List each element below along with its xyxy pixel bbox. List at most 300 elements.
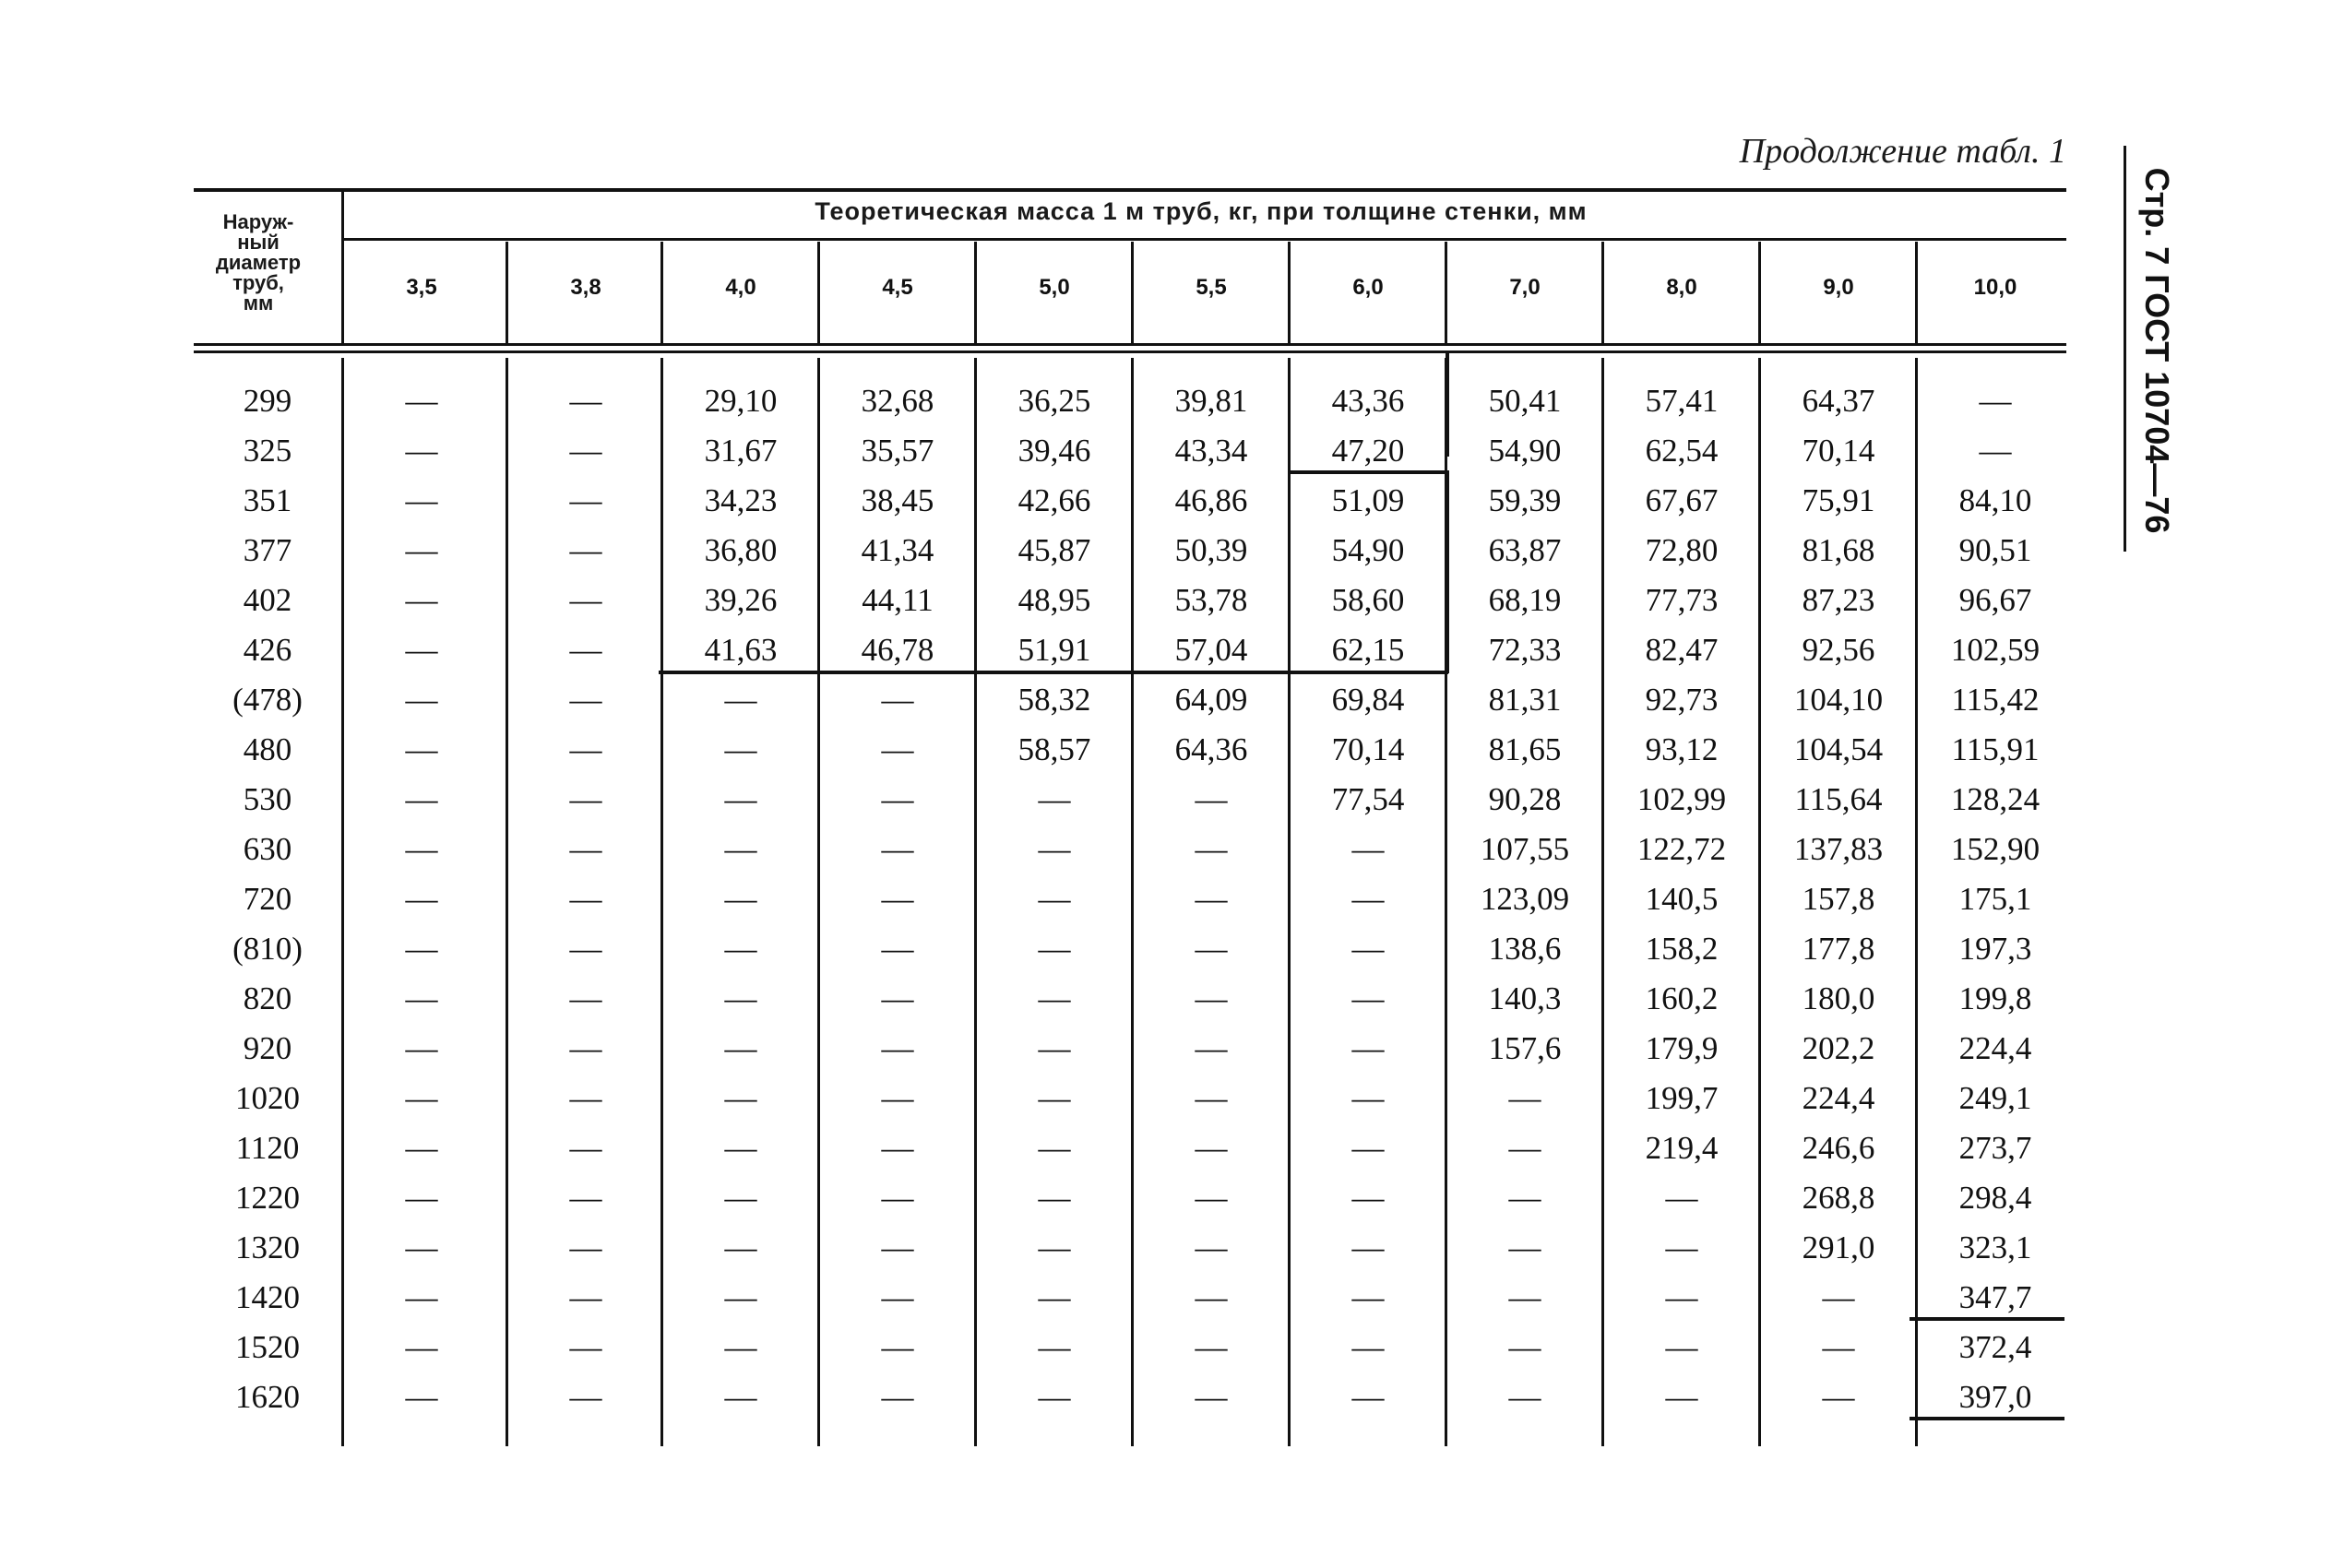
- mass-cell: 57,04: [1174, 632, 1248, 668]
- mass-cell: —: [1195, 1329, 1228, 1365]
- mass-cell: —: [569, 731, 602, 767]
- header-column-divider: [506, 242, 508, 343]
- header-column-divider: [1445, 242, 1447, 343]
- mass-cell: —: [1351, 1180, 1385, 1216]
- mass-cell: —: [881, 1329, 914, 1365]
- mass-cell: 224,4: [1802, 1080, 1875, 1116]
- mass-cell: —: [569, 881, 602, 917]
- mass-cell: 77,73: [1645, 582, 1719, 618]
- mass-cell: —: [1508, 1080, 1541, 1116]
- mass-cell: —: [724, 881, 757, 917]
- mass-cell: —: [881, 881, 914, 917]
- table-row: [0, 1323, 2332, 1372]
- mass-cell: —: [1665, 1379, 1698, 1415]
- mass-cell: 291,0: [1802, 1229, 1875, 1265]
- header-column-divider: [1288, 242, 1291, 343]
- mass-cell: —: [405, 731, 438, 767]
- mass-cell: 93,12: [1645, 731, 1719, 767]
- mass-cell: —: [569, 980, 602, 1016]
- mass-cell: 104,54: [1793, 731, 1884, 767]
- mass-cell: —: [1038, 1329, 1071, 1365]
- mass-cell: —: [1038, 831, 1071, 867]
- mass-cell: 35,57: [861, 433, 934, 469]
- mass-cell: 57,41: [1645, 383, 1719, 419]
- diameter-cell: 1320: [235, 1229, 300, 1265]
- mass-cell: —: [881, 1279, 914, 1315]
- mass-cell: —: [1665, 1229, 1698, 1265]
- mass-cell: —: [405, 1379, 438, 1415]
- diameter-cell: 720: [243, 881, 292, 917]
- mass-cell: —: [1195, 881, 1228, 917]
- thickness-header: 3,5: [406, 275, 437, 300]
- header-column-divider: [1758, 242, 1761, 343]
- mass-cell: —: [1508, 1180, 1541, 1216]
- mass-cell: —: [405, 831, 438, 867]
- table-row: [0, 576, 2332, 625]
- diameter-cell: (810): [232, 931, 303, 967]
- mass-cell: —: [405, 1080, 438, 1116]
- mass-cell: 180,0: [1802, 980, 1875, 1016]
- mass-cell: 128,24: [1950, 781, 2040, 817]
- mass-cell: 102,99: [1636, 781, 1727, 817]
- mass-cell: 90,28: [1488, 781, 1562, 817]
- mass-cell: —: [1822, 1279, 1855, 1315]
- mass-cell: 372,4: [1958, 1329, 2032, 1365]
- mass-cell: 68,19: [1488, 582, 1562, 618]
- mass-cell: —: [1195, 1030, 1228, 1066]
- table-row: [0, 1074, 2332, 1123]
- mass-cell: 46,78: [861, 632, 934, 668]
- mass-cell: —: [569, 781, 602, 817]
- mass-cell: —: [1195, 781, 1228, 817]
- mass-cell: —: [405, 383, 438, 419]
- mass-cell: 224,4: [1958, 1030, 2032, 1066]
- mass-cell: —: [405, 980, 438, 1016]
- mass-cell: —: [1038, 1030, 1071, 1066]
- mass-cell: —: [1038, 931, 1071, 967]
- mass-cell: 115,64: [1794, 781, 1883, 817]
- mass-cell: —: [1038, 781, 1071, 817]
- table-row: [0, 874, 2332, 924]
- mass-cell: —: [405, 1229, 438, 1265]
- table-continuation-caption: Продолжение табл. 1: [1739, 132, 2066, 171]
- mass-cell: —: [881, 781, 914, 817]
- mass-cell: —: [1038, 1279, 1071, 1315]
- mass-cell: —: [405, 582, 438, 618]
- mass-cell: —: [724, 1379, 757, 1415]
- mass-cell: 197,3: [1958, 931, 2032, 967]
- mass-cell: —: [1351, 1329, 1385, 1365]
- mass-cell: 47,20: [1331, 433, 1405, 469]
- mass-cell: —: [724, 831, 757, 867]
- mass-cell: —: [569, 1329, 602, 1365]
- thickness-header: 5,0: [1039, 275, 1070, 300]
- mass-cell: 50,41: [1488, 383, 1562, 419]
- header-column-divider: [660, 242, 663, 343]
- mass-cell: 82,47: [1645, 632, 1719, 668]
- diameter-cell: 377: [243, 532, 292, 568]
- mass-cell: 64,36: [1174, 731, 1248, 767]
- header-column-divider: [1131, 242, 1134, 343]
- mass-cell: 46,86: [1174, 482, 1248, 518]
- mass-cell: —: [1508, 1329, 1541, 1365]
- diameter-cell: 1620: [235, 1379, 300, 1415]
- mass-cell: 62,15: [1331, 632, 1405, 668]
- mass-cell: 123,09: [1480, 881, 1570, 917]
- mass-cell: —: [1038, 1180, 1071, 1216]
- mass-cell: 53,78: [1174, 582, 1248, 618]
- diameter-cell: 1420: [235, 1279, 300, 1315]
- mass-cell: 157,6: [1488, 1030, 1562, 1066]
- mass-cell: 29,10: [704, 383, 778, 419]
- diameter-cell: 1020: [235, 1080, 300, 1116]
- table-row: [0, 1372, 2332, 1422]
- boxed-region-rule: [659, 671, 1448, 674]
- mass-cell: —: [405, 632, 438, 668]
- mass-cell: —: [1351, 1229, 1385, 1265]
- mass-cell: 58,32: [1017, 682, 1091, 718]
- mass-cell: 43,36: [1331, 383, 1405, 419]
- mass-cell: —: [1351, 1030, 1385, 1066]
- mass-cell: 81,68: [1802, 532, 1875, 568]
- thickness-header: 3,8: [570, 275, 601, 300]
- mass-cell: —: [569, 532, 602, 568]
- table-row: [0, 426, 2332, 476]
- mass-cell: —: [881, 1130, 914, 1166]
- boxed-region-rule: [1288, 470, 1448, 474]
- mass-cell: —: [1351, 1080, 1385, 1116]
- mass-cell: —: [569, 1379, 602, 1415]
- mass-cell: 36,25: [1017, 383, 1091, 419]
- mass-cell: 72,33: [1488, 632, 1562, 668]
- table-row: [0, 1123, 2332, 1173]
- mass-cell: —: [724, 1030, 757, 1066]
- table-row: [0, 625, 2332, 675]
- mass-cell: —: [881, 1080, 914, 1116]
- mass-cell: —: [405, 1180, 438, 1216]
- mass-cell: —: [1351, 831, 1385, 867]
- mass-cell: 179,9: [1645, 1030, 1719, 1066]
- mass-cell: —: [405, 433, 438, 469]
- mass-cell: 323,1: [1958, 1229, 2032, 1265]
- mass-cell: —: [569, 383, 602, 419]
- mass-cell: —: [1195, 1080, 1228, 1116]
- mass-cell: —: [405, 482, 438, 518]
- mass-cell: 62,54: [1645, 433, 1719, 469]
- mass-cell: 44,11: [862, 582, 934, 618]
- mass-cell: 160,2: [1645, 980, 1719, 1016]
- diameter-cell: (478): [232, 682, 303, 718]
- mass-cell: —: [569, 1180, 602, 1216]
- mass-cell: 268,8: [1802, 1180, 1875, 1216]
- mass-cell: —: [1822, 1379, 1855, 1415]
- mass-cell: —: [569, 1030, 602, 1066]
- mass-cell: 51,91: [1017, 632, 1091, 668]
- mass-cell: —: [569, 1130, 602, 1166]
- mass-cell: —: [1195, 831, 1228, 867]
- mass-cell: 347,7: [1958, 1279, 2032, 1315]
- mass-cell: —: [1038, 1130, 1071, 1166]
- mass-cell: —: [1351, 1379, 1385, 1415]
- mass-cell: —: [881, 682, 914, 718]
- header-column-divider: [1601, 242, 1604, 343]
- mass-cell: 48,95: [1017, 582, 1091, 618]
- table-row: [0, 1273, 2332, 1323]
- mass-cell: —: [1351, 1279, 1385, 1315]
- header-column-divider: [341, 192, 344, 343]
- mass-cell: —: [1195, 1180, 1228, 1216]
- table-row: [0, 526, 2332, 576]
- page-number-standard: Стр. 7 ГОСТ 10704—76: [2138, 167, 2176, 534]
- mass-cell: —: [1508, 1229, 1541, 1265]
- mass-cell: 63,87: [1488, 532, 1562, 568]
- table-row: [0, 924, 2332, 974]
- diameter-cell: 1220: [235, 1180, 300, 1216]
- mass-cell: —: [405, 682, 438, 718]
- mass-cell: 36,80: [704, 532, 778, 568]
- mass-cell: 199,7: [1645, 1080, 1719, 1116]
- mass-cell: 34,23: [704, 482, 778, 518]
- mass-cell: —: [724, 980, 757, 1016]
- diameter-cell: 299: [243, 383, 292, 419]
- mass-cell: 122,72: [1636, 831, 1727, 867]
- mass-cell: —: [881, 1379, 914, 1415]
- mass-cell: 298,4: [1958, 1180, 2032, 1216]
- mass-cell: —: [881, 1229, 914, 1265]
- table-row: [0, 376, 2332, 426]
- mass-cell: —: [1979, 433, 2012, 469]
- mass-cell: 50,39: [1174, 532, 1248, 568]
- mass-cell: 69,84: [1331, 682, 1405, 718]
- mass-cell: 59,39: [1488, 482, 1562, 518]
- diameter-column-header: Наруж- ный диаметр труб, мм: [215, 210, 302, 315]
- mass-cell: —: [405, 1130, 438, 1166]
- mass-cell: —: [1351, 881, 1385, 917]
- diameter-cell: 630: [243, 831, 292, 867]
- mass-cell: —: [881, 1180, 914, 1216]
- mass-cell: 273,7: [1958, 1130, 2032, 1166]
- mass-cell: —: [724, 1279, 757, 1315]
- mass-cell: 138,6: [1488, 931, 1562, 967]
- mass-cell: —: [1038, 1080, 1071, 1116]
- table-row: [0, 775, 2332, 825]
- mass-cell: 175,1: [1958, 881, 2032, 917]
- mass-cell: —: [405, 931, 438, 967]
- mass-cell: 58,57: [1017, 731, 1091, 767]
- mass-cell: 41,34: [861, 532, 934, 568]
- diameter-cell: 351: [243, 482, 292, 518]
- header-bottom-rule: [194, 343, 2066, 346]
- thickness-header: 5,5: [1196, 275, 1227, 300]
- mass-cell: 81,65: [1488, 731, 1562, 767]
- diameter-cell: 820: [243, 980, 292, 1016]
- table-row: [0, 825, 2332, 874]
- mass-cell: 104,10: [1793, 682, 1884, 718]
- mass-cell: 140,3: [1488, 980, 1562, 1016]
- mass-cell: —: [1195, 1379, 1228, 1415]
- thickness-header: 7,0: [1509, 275, 1541, 300]
- mass-cell: 137,83: [1793, 831, 1884, 867]
- mass-cell: 102,59: [1950, 632, 2040, 668]
- table-row: [0, 1173, 2332, 1223]
- mass-cell: 39,46: [1017, 433, 1091, 469]
- diameter-cell: 920: [243, 1030, 292, 1066]
- boxed-region-rule: [1910, 1417, 2064, 1420]
- mass-cell: 202,2: [1802, 1030, 1875, 1066]
- table-row: [0, 675, 2332, 725]
- header-column-divider: [974, 242, 977, 343]
- diameter-cell: 1520: [235, 1329, 300, 1365]
- mass-cell: —: [881, 731, 914, 767]
- mass-cell: —: [1195, 980, 1228, 1016]
- mass-cell: 140,5: [1645, 881, 1719, 917]
- thickness-header: 4,0: [725, 275, 756, 300]
- mass-cell: 54,90: [1488, 433, 1562, 469]
- mass-cell: —: [1195, 931, 1228, 967]
- mass-cell: 246,6: [1802, 1130, 1875, 1166]
- mass-cell: —: [405, 1329, 438, 1365]
- mass-cell: 92,73: [1645, 682, 1719, 718]
- mass-cell: —: [569, 931, 602, 967]
- mass-cell: 64,37: [1802, 383, 1875, 419]
- mass-cell: —: [1038, 881, 1071, 917]
- mass-cell: —: [1665, 1180, 1698, 1216]
- mass-cell: 96,67: [1958, 582, 2032, 618]
- diameter-cell: 325: [243, 433, 292, 469]
- diameter-cell: 1120: [235, 1130, 300, 1166]
- mass-cell: —: [569, 632, 602, 668]
- thickness-header: 9,0: [1823, 275, 1854, 300]
- diameter-cell: 426: [243, 632, 292, 668]
- mass-cell: 58,60: [1331, 582, 1405, 618]
- mass-cell: 67,67: [1645, 482, 1719, 518]
- mass-cell: —: [1351, 1130, 1385, 1166]
- mass-cell: —: [405, 781, 438, 817]
- mass-cell: 81,31: [1488, 682, 1562, 718]
- mass-cell: 70,14: [1331, 731, 1405, 767]
- thickness-header: 6,0: [1352, 275, 1384, 300]
- mass-cell: —: [405, 881, 438, 917]
- table-row: [0, 476, 2332, 526]
- mass-cell: —: [1195, 1279, 1228, 1315]
- table-row: [0, 1223, 2332, 1273]
- mass-cell: 92,56: [1802, 632, 1875, 668]
- table-row: [0, 1024, 2332, 1074]
- mass-cell: 72,80: [1645, 532, 1719, 568]
- mass-cell: —: [569, 682, 602, 718]
- diameter-cell: 402: [243, 582, 292, 618]
- mass-cell: 90,51: [1958, 532, 2032, 568]
- mass-cell: —: [569, 831, 602, 867]
- mass-cell: —: [724, 1180, 757, 1216]
- mass-cell: 115,42: [1951, 682, 2040, 718]
- mass-cell: —: [1351, 931, 1385, 967]
- table-top-rule: [194, 188, 2066, 192]
- mass-cell: —: [1038, 1229, 1071, 1265]
- mass-cell: —: [569, 582, 602, 618]
- mass-cell: 158,2: [1645, 931, 1719, 967]
- mass-cell: 249,1: [1958, 1080, 2032, 1116]
- table-row: [0, 725, 2332, 775]
- mass-cell: —: [881, 831, 914, 867]
- mass-cell: 199,8: [1958, 980, 2032, 1016]
- header-bottom-rule-2: [194, 350, 2066, 353]
- mass-cell: 219,4: [1645, 1130, 1719, 1166]
- mass-cell: —: [1038, 1379, 1071, 1415]
- mass-cell: —: [569, 482, 602, 518]
- mass-cell: —: [1508, 1279, 1541, 1315]
- mass-cell: —: [724, 781, 757, 817]
- mass-cell: —: [569, 1279, 602, 1315]
- mass-cell: 84,10: [1958, 482, 2032, 518]
- mass-cell: —: [405, 1279, 438, 1315]
- mass-cell: —: [569, 1229, 602, 1265]
- mass-cell: —: [1195, 1229, 1228, 1265]
- mass-cell: 31,67: [704, 433, 778, 469]
- mass-cell: 157,8: [1802, 881, 1875, 917]
- boxed-region-rule: [1446, 353, 1449, 457]
- mass-cell: —: [405, 1030, 438, 1066]
- thickness-header: 8,0: [1666, 275, 1697, 300]
- mass-cell: —: [724, 1229, 757, 1265]
- thickness-header: 10,0: [1973, 275, 2017, 300]
- boxed-region-rule: [1446, 470, 1449, 673]
- mass-cell: —: [1822, 1329, 1855, 1365]
- header-column-divider: [817, 242, 820, 343]
- mass-cell: —: [1195, 1130, 1228, 1166]
- mass-cell: 39,26: [704, 582, 778, 618]
- mass-cell: 41,63: [704, 632, 778, 668]
- mass-cell: 115,91: [1951, 731, 2040, 767]
- mass-cell: —: [724, 1329, 757, 1365]
- thickness-header: 4,5: [882, 275, 913, 300]
- mass-cell: —: [881, 1030, 914, 1066]
- mass-cell: 64,09: [1174, 682, 1248, 718]
- mass-cell: —: [1508, 1379, 1541, 1415]
- mass-cell: —: [1979, 383, 2012, 419]
- mass-cell: —: [1351, 980, 1385, 1016]
- header-column-divider: [1915, 242, 1918, 343]
- mass-cell: 38,45: [861, 482, 934, 518]
- mass-cell: 51,09: [1331, 482, 1405, 518]
- mass-cell: —: [881, 931, 914, 967]
- mass-spanning-header: Теоретическая масса 1 м труб, кг, при толщине стенки, мм: [815, 197, 1588, 225]
- mass-cell: 45,87: [1017, 532, 1091, 568]
- mass-cell: —: [881, 980, 914, 1016]
- mass-cell: —: [569, 433, 602, 469]
- mass-cell: 54,90: [1331, 532, 1405, 568]
- mass-cell: —: [724, 731, 757, 767]
- mass-cell: 177,8: [1802, 931, 1875, 967]
- mass-cell: 39,81: [1174, 383, 1248, 419]
- mass-cell: —: [1665, 1279, 1698, 1315]
- mass-cell: 42,66: [1017, 482, 1091, 518]
- mass-cell: 397,0: [1958, 1379, 2032, 1415]
- mass-cell: 77,54: [1331, 781, 1405, 817]
- mass-cell: 152,90: [1950, 831, 2040, 867]
- mass-cell: —: [724, 682, 757, 718]
- mass-cell: —: [724, 1080, 757, 1116]
- table-row: [0, 974, 2332, 1024]
- mass-cell: —: [1038, 980, 1071, 1016]
- mass-cell: 70,14: [1802, 433, 1875, 469]
- mass-cell: 87,23: [1802, 582, 1875, 618]
- mass-cell: 75,91: [1802, 482, 1875, 518]
- mass-cell: —: [405, 532, 438, 568]
- diameter-cell: 530: [243, 781, 292, 817]
- mass-cell: —: [1665, 1329, 1698, 1365]
- header-span-rule: [343, 238, 2066, 241]
